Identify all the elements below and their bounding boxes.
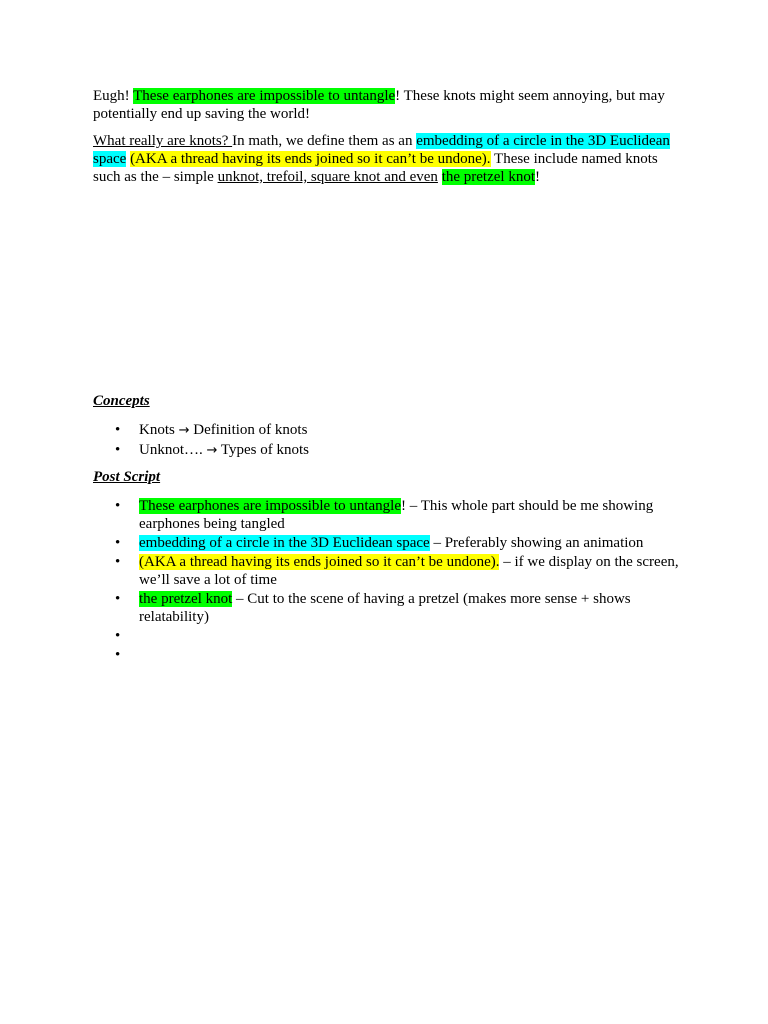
bullet-icon: • [115, 591, 121, 607]
highlight-pretzel-knot: the pretzel knot [441, 169, 535, 185]
intro-text-1: Eugh! [93, 88, 134, 104]
list-item [93, 421, 693, 440]
postscript-note: – Cut to the scene of having a pretzel (makes more sense + shows relatability) [139, 591, 631, 625]
bullet-icon: • [115, 628, 121, 644]
concepts-list [93, 421, 693, 461]
list-item [93, 553, 693, 589]
highlight-embedding: embedding of a circle in the 3D Euclidean space [139, 535, 430, 551]
highlight-earphones: These earphones are impossible to untangle [139, 498, 402, 514]
concept-description: Definition of knots [189, 422, 308, 438]
postscript-note: – if we display on the screen, we’ll save a lot of time [139, 554, 679, 588]
concepts-heading: Concepts [93, 393, 150, 409]
intro-paragraph [93, 87, 683, 123]
bullet-icon: • [115, 498, 121, 514]
concept-term: Knots [139, 422, 179, 438]
list-item [93, 497, 693, 533]
concept-description: Types of knots [217, 442, 309, 458]
postscript-note: – Preferably showing an animation [429, 535, 644, 551]
list-item [93, 590, 693, 626]
intro-text-2: ! These knots might seem annoying, but may potentially end up saving the world! [93, 88, 665, 122]
highlight-pretzel-knot: the pretzel knot [139, 591, 233, 607]
bullet-icon: • [115, 647, 121, 663]
arrow-right-icon: → [178, 423, 190, 438]
highlight-embedding: embedding of a circle in the 3D Euclidean space [93, 133, 670, 167]
postscript-list [93, 497, 693, 665]
concept-term: Unknot…. [139, 442, 207, 458]
knots-text-1: In math, we define them as an [232, 133, 417, 149]
list-item [93, 441, 693, 460]
highlight-aka-thread: (AKA a thread having its ends joined so it can’t be undone). [139, 554, 500, 570]
bullet-icon: • [115, 554, 121, 570]
knots-paragraph [93, 132, 683, 186]
knot-names-underlined: unknot, trefoil, square knot and even [217, 169, 438, 185]
question-underlined: What really are knots? [93, 133, 233, 149]
arrow-right-icon: → [206, 443, 218, 458]
postscript-heading: Post Script [93, 469, 161, 485]
bullet-icon: • [115, 535, 121, 551]
knots-text-3: ! [534, 169, 540, 185]
knots-text-2: These include named knots such as the – simple [93, 151, 658, 185]
highlight-aka-thread: (AKA a thread having its ends joined so it can’t be undone). [130, 151, 491, 167]
postscript-note: ! – This whole part should be me showing earphones being tangled [139, 498, 654, 532]
list-item-empty [93, 646, 693, 664]
bullet-icon: • [115, 442, 121, 458]
bullet-icon: • [115, 422, 121, 438]
highlight-earphones: These earphones are impossible to untangle [133, 88, 396, 104]
list-item-empty [93, 627, 693, 645]
list-item [93, 534, 693, 552]
